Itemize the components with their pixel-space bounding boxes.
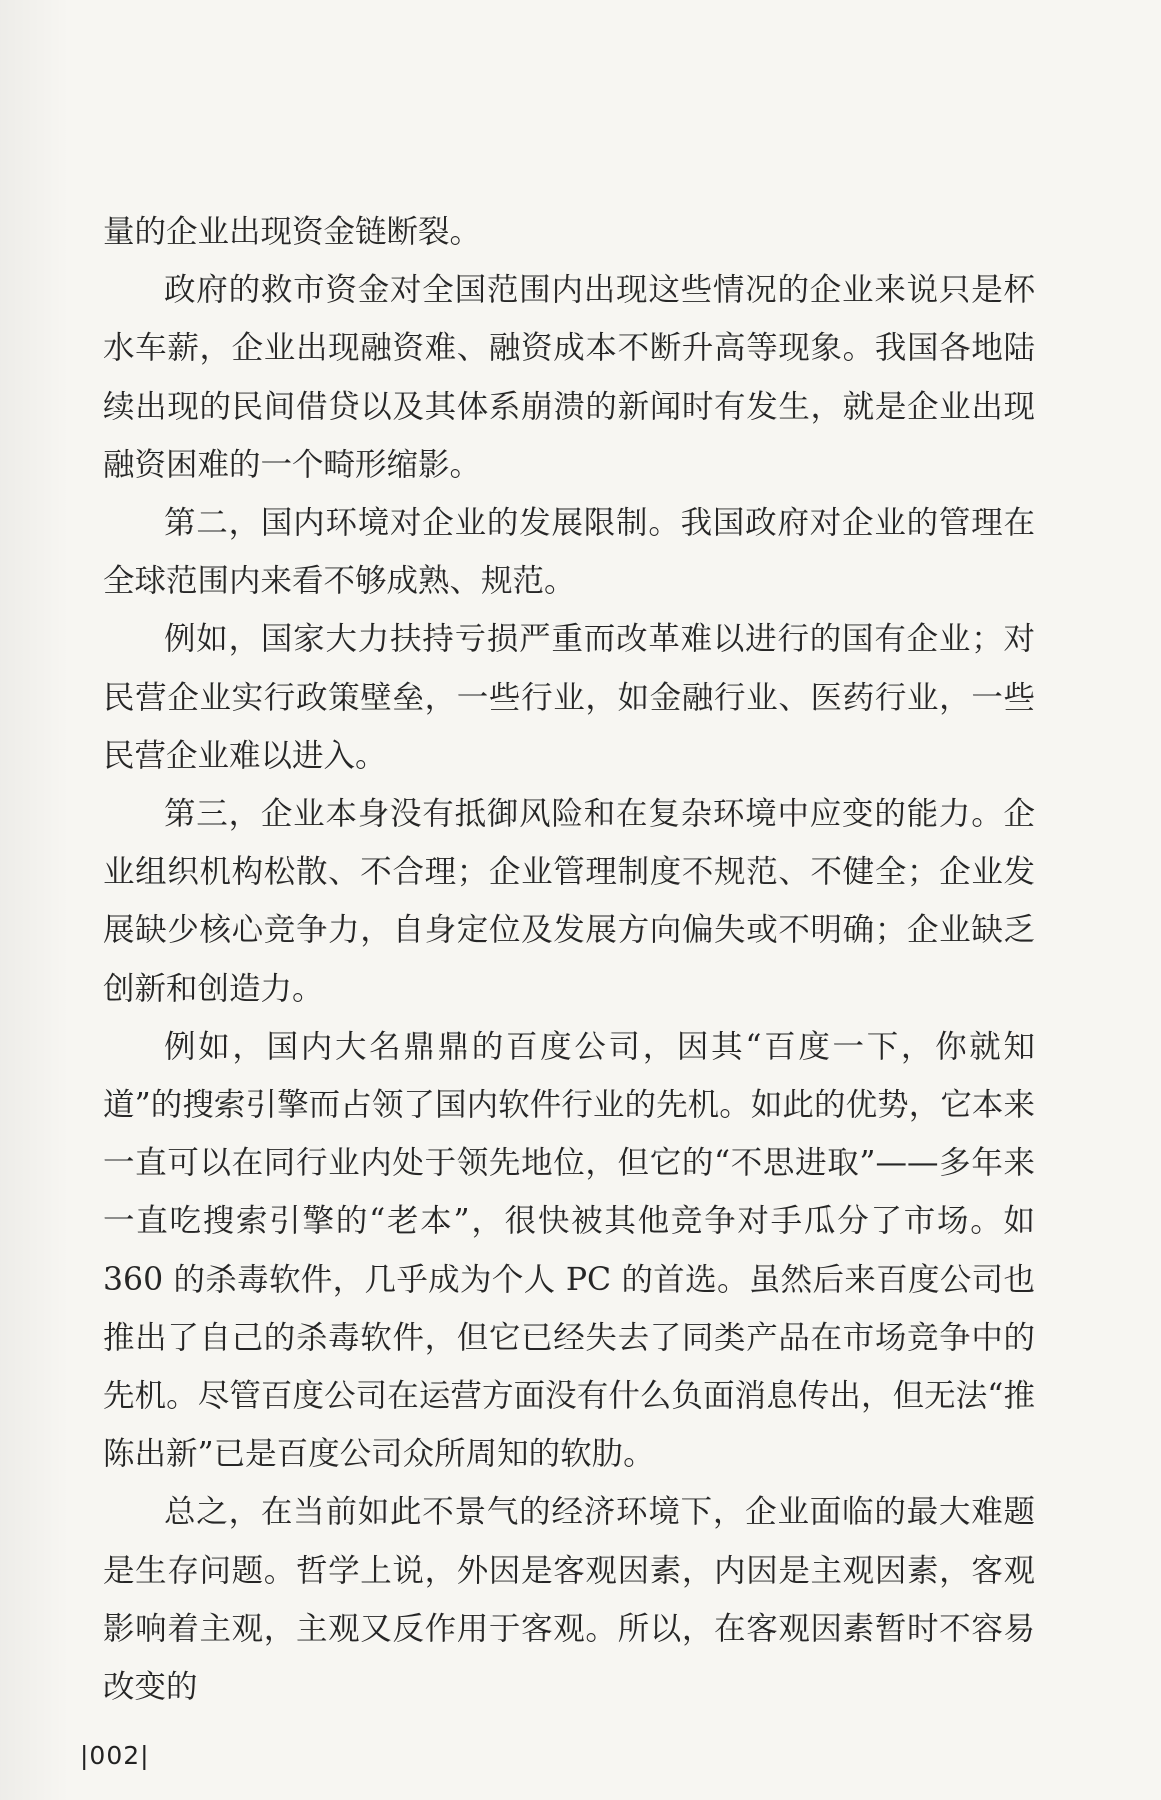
paragraph: 量的企业出现资金链断裂。	[103, 214, 482, 250]
paragraph: 第三，企业本身没有抵御风险和在复杂环境中应变的能力。企业组织机构松散、不合理；企业管理制度不规范、不健全；企业发展缺少核心竞争力，自身定位及发展方向偏失或不明确；企业缺乏创新和创造力。	[103, 796, 1035, 1007]
scan-shadow	[0, 0, 70, 1800]
paragraph: 政府的救市资金对全国范围内出现这些情况的企业来说只是杯水车薪，企业出现融资难、融资成本不断升高等现象。我国各地陆续出现的民间借贷以及其体系崩溃的新闻时有发生，就是企业出现融资困难的一个畸形缩影。	[103, 272, 1035, 483]
paragraph: 例如，国家大力扶持亏损严重而改革难以进行的国有企业；对民营企业实行政策壁垒，一些行业，如金融行业、医药行业，一些民营企业难以进入。	[103, 621, 1035, 774]
body-text	[103, 203, 1035, 1716]
paragraph: 第二，国内环境对企业的发展限制。我国政府对企业的管理在全球范围内来看不够成熟、规范。	[103, 505, 1035, 600]
paragraph: 总之，在当前如此不景气的经济环境下，企业面临的最大难题是生存问题。哲学上说，外因是客观因素，内因是主观因素，客观影响着主观，主观又反作用于客观。所以，在客观因素暂时不容易改变的	[103, 1494, 1035, 1706]
paragraph: 例如，国内大名鼎鼎的百度公司，因其“百度一下，你就知道”的搜索引擎而占领了国内软件行业的先机。如此的优势，它本来一直可以在同行业内处于领先地位，但它的“不思进取”——多年来一直吃搜索引擎的“老本”，很快被其他竞争对手瓜分了市场。如 360 的杀毒软件，几乎成为个人 PC 的首选。虽然后来百度公司也推出了自己的杀毒软件，但它已经失去了同类产品在市场竞争中的先机。尽管百度公司在运营方面没有什么负面消息传出，但无法“推陈出新”已是百度公司众所周知的软肋。	[103, 1028, 1035, 1473]
page-number: |002|	[80, 1741, 150, 1770]
